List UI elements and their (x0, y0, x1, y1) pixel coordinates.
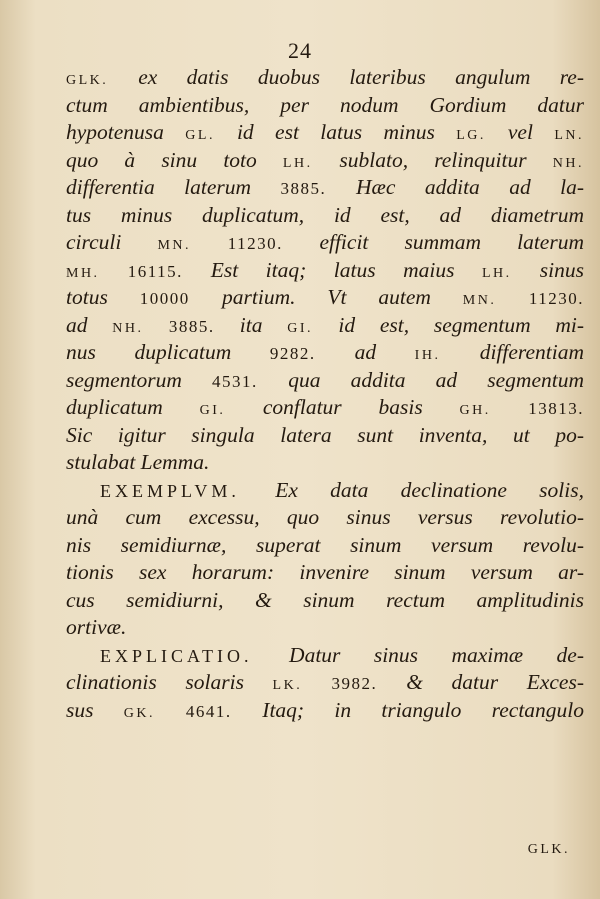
text-segment: Sic igitur singula latera sunt inventa, ut po- (66, 422, 584, 447)
text-segment: NH. (552, 155, 584, 171)
text-segment: 11230. (528, 289, 584, 308)
text-segment: sublato, relinquitur (339, 147, 553, 172)
text-segment: 4531. (211, 371, 289, 391)
text-segment: quo à sinu toto (66, 147, 283, 172)
text-segment: duplicatum (66, 395, 200, 419)
text-segment: differentia laterum (66, 175, 281, 199)
text-line (66, 229, 584, 257)
text-segment: 10000 (139, 289, 222, 308)
text-segment: qua addita ad segmentum (288, 367, 584, 392)
text-segment: 3885. (280, 179, 357, 198)
text-segment: ita (239, 312, 288, 337)
text-segment: differentiam (479, 340, 584, 364)
text-segment: EXEMPLVM. (100, 480, 276, 501)
text-segment: LG. (456, 128, 508, 143)
text-segment: Ex data declinatione solis, (275, 477, 584, 502)
text-line (66, 147, 584, 175)
text-line (66, 449, 584, 477)
text-segment: GLK. (66, 73, 139, 88)
text-segment: hypotenusa (66, 120, 186, 144)
text-segment: 3982. (331, 674, 407, 693)
text-line (66, 367, 584, 395)
text-segment: totus (66, 285, 140, 309)
catchword: GLK. (527, 842, 570, 857)
text-segment: GI. (287, 320, 339, 336)
text-segment: unà cum excessu, quo sinus versus revolutio- (66, 505, 584, 529)
text-segment: clinationis solaris (66, 670, 273, 694)
text-segment: sinus (539, 257, 584, 282)
text-segment: ortivæ. (66, 615, 127, 639)
text-segment: Est itaq; latus maius (210, 257, 482, 282)
text-line (66, 339, 584, 367)
text-segment: 16115. (127, 261, 211, 281)
text-segment: ad (354, 340, 415, 364)
text-line (66, 559, 584, 587)
text-line (66, 394, 584, 422)
text-segment: ex datis duobus lateribus angulum re- (138, 65, 584, 89)
text-line (66, 174, 584, 202)
text-line (66, 202, 584, 230)
text-line (66, 64, 584, 92)
text-segment: conflatur basis (262, 395, 460, 419)
text-segment: Itaq; in triangulo rectangulo (262, 697, 585, 722)
text-segment: 13813. (528, 399, 584, 418)
text-segment: & datur Exces- (406, 670, 585, 694)
text-line (66, 504, 584, 532)
text-line (66, 697, 584, 725)
text-line (66, 92, 584, 120)
text-segment: ctum ambientibus, per nodum Gordium datur (66, 92, 584, 117)
text-line (66, 532, 584, 560)
text-line (66, 477, 584, 505)
text-line (66, 669, 584, 697)
text-segment: LK. (272, 678, 332, 693)
text-segment: 4641. (185, 701, 263, 721)
text-line (66, 422, 584, 450)
text-segment: circuli (66, 230, 158, 254)
text-segment: 9282. (269, 344, 355, 363)
text-segment: Datur sinus maximæ de- (289, 642, 584, 667)
text-segment: MH. (66, 265, 128, 281)
text-segment: nus duplicatum (66, 340, 270, 364)
text-segment: tus minus duplicatum, id est, ad diametrum (66, 202, 584, 227)
text-line (66, 257, 584, 285)
text-segment: LH. (481, 265, 540, 281)
text-segment: nis semidiurnæ, superat sinum versum revolu- (66, 532, 584, 557)
text-segment: sus (66, 697, 124, 722)
text-segment: Hæc addita ad la- (356, 175, 585, 199)
text-segment: vel (507, 120, 555, 144)
text-line (66, 614, 584, 642)
text-segment: NH. (112, 320, 169, 336)
page-number: 24 (288, 38, 312, 63)
text-line (66, 284, 584, 312)
text-segment: id est, segmentum mi- (338, 312, 585, 337)
text-segment: LN. (554, 128, 584, 143)
text-segment: stulabat Lemma. (66, 450, 210, 474)
text-segment: GH. (459, 403, 529, 418)
text-segment: GK. (123, 705, 186, 721)
text-segment: cus semidiurni, & sinum rectum amplitudinis (66, 587, 584, 612)
text-segment: 3885. (168, 316, 240, 336)
body-text (66, 64, 584, 724)
text-segment: LH. (282, 155, 340, 171)
text-segment: ad (66, 312, 113, 337)
text-segment: efficit summam laterum (319, 230, 584, 254)
text-segment: GI. (199, 403, 263, 418)
text-segment: MN. (462, 293, 529, 308)
text-segment: IH. (414, 348, 480, 363)
text-segment: tionis sex horarum: invenire sinum versum ar- (66, 560, 584, 584)
text-line (66, 312, 584, 340)
text-segment: EXPLICATIO. (100, 645, 290, 666)
text-segment: id est latus minus (236, 120, 457, 144)
text-line (66, 119, 584, 147)
text-segment: 11230. (227, 234, 320, 253)
text-segment: GL. (185, 128, 237, 143)
text-segment: MN. (157, 238, 228, 253)
text-segment: segmentorum (66, 367, 212, 392)
text-line (66, 642, 584, 670)
text-line (66, 587, 584, 615)
text-segment: partium. Vt autem (222, 285, 463, 309)
